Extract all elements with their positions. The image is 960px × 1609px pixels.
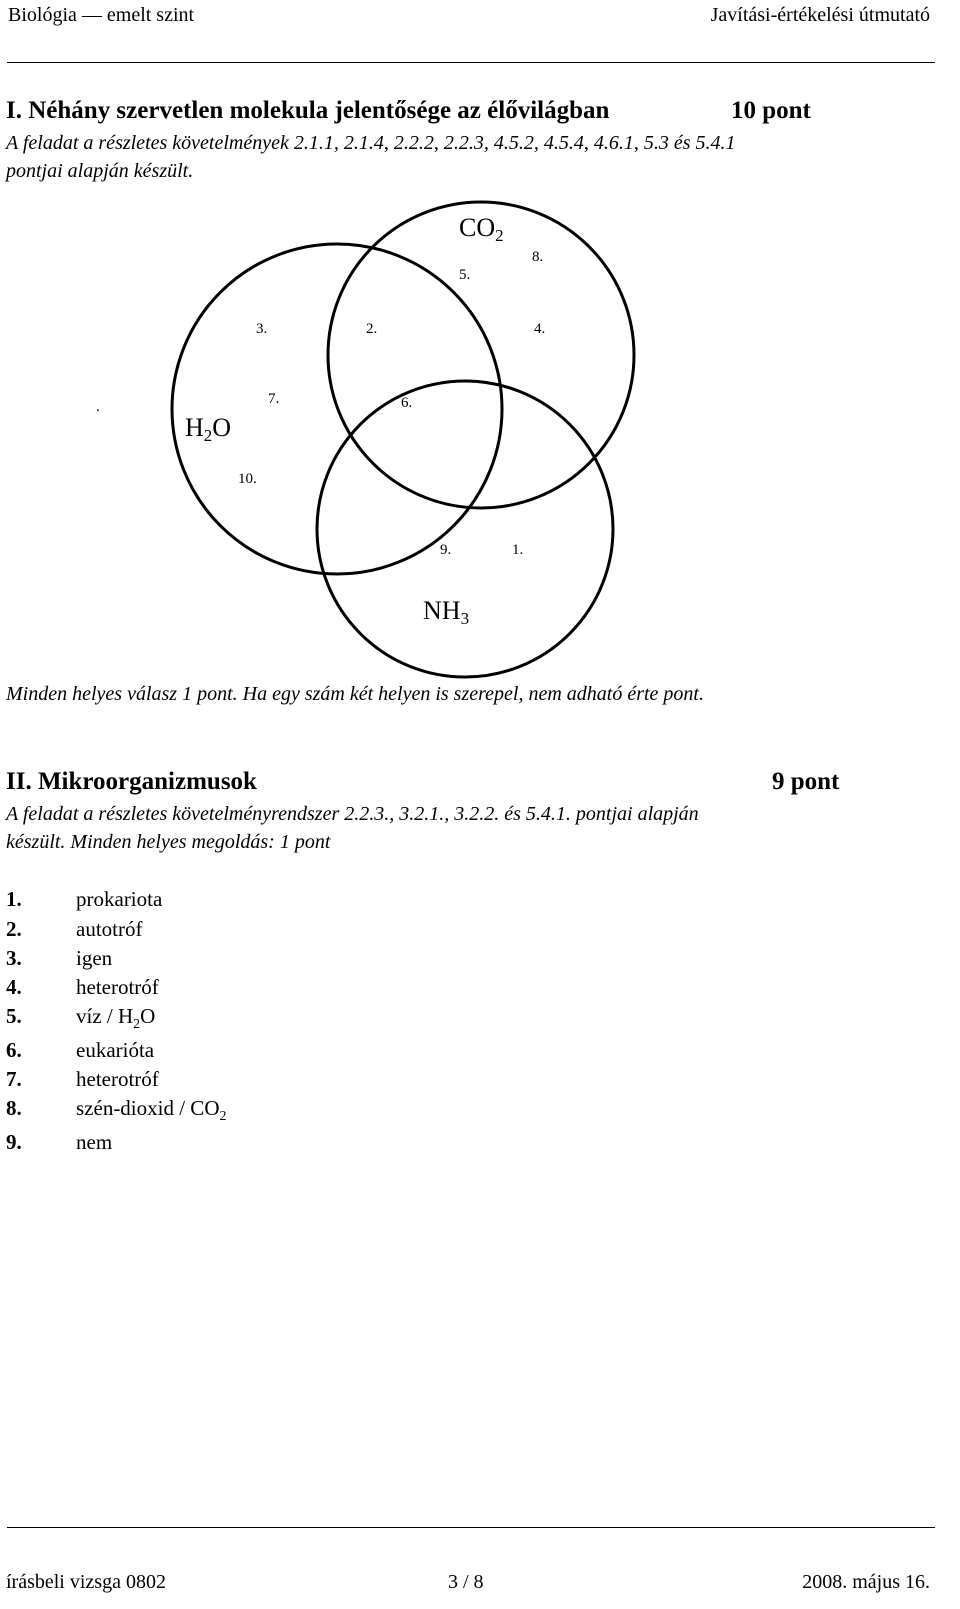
venn-label-co2: CO2 <box>459 213 504 245</box>
venn-number-3: 3. <box>256 321 268 337</box>
section1-title: I. Néhány szervetlen molekula jelentősége az élővilágban <box>6 97 610 124</box>
venn-label-nh3: NH3 <box>423 596 470 628</box>
venn-circle-nh3 <box>317 381 613 677</box>
venn-number-2: 2. <box>366 321 378 337</box>
answer-number: 7. <box>6 1067 22 1091</box>
answer-text: eukarióta <box>76 1038 155 1062</box>
venn-diagram <box>0 0 960 680</box>
section1-requirements-line2: pontjai alapján készült. <box>6 160 194 182</box>
footer-page-number: 3 / 8 <box>448 1571 484 1593</box>
formula-subscript: 2 <box>219 1109 227 1125</box>
venn-number-1: 1. <box>512 542 524 558</box>
answer-text-with-formula <box>76 1004 155 1033</box>
section2-title: II. Mikroorganizmusok <box>6 768 257 795</box>
venn-number-7: 7. <box>268 391 280 407</box>
section2-requirements-line2: készült. Minden helyes megoldás: 1 pont <box>6 831 331 853</box>
answer-number: 3. <box>6 946 22 970</box>
venn-number-8: 8. <box>532 249 544 265</box>
answer-text: prokariota <box>76 887 163 911</box>
answer-text: szén-dioxid / CO <box>76 1096 220 1120</box>
answer-text: nem <box>76 1130 113 1154</box>
answer-text-with-formula <box>76 1096 226 1125</box>
answer-text: heterotróf <box>76 1067 159 1091</box>
answer-number: 2. <box>6 917 22 941</box>
formula-subscript: 2 <box>133 1017 141 1033</box>
footer-rule <box>7 1527 935 1528</box>
formula-tail: O <box>140 1004 156 1028</box>
answer-text: igen <box>76 946 113 970</box>
venn-number-9: 9. <box>440 542 452 558</box>
header-doc-type: Javítási-értékelési útmutató <box>710 4 930 26</box>
answer-number: 9. <box>6 1130 22 1154</box>
answer-number: 8. <box>6 1096 22 1120</box>
venn-number-6: 6. <box>401 395 413 411</box>
answer-text: víz / H <box>76 1004 134 1028</box>
venn-stray-dot: . <box>96 399 100 415</box>
section1-points: 10 pont <box>731 97 811 124</box>
footer-date: 2008. május 16. <box>802 1571 930 1593</box>
answer-number: 4. <box>6 975 22 999</box>
header-subject: Biológia — emelt szint <box>8 4 195 26</box>
venn-number-10: 10. <box>238 471 257 487</box>
venn-label-h2o: H2O <box>185 413 232 445</box>
footer-exam-code: írásbeli vizsga 0802 <box>6 1571 166 1593</box>
answer-number: 6. <box>6 1038 22 1062</box>
answer-text: autotróf <box>76 917 143 941</box>
answer-text: heterotróf <box>76 975 159 999</box>
answer-number: 1. <box>6 887 22 911</box>
section1-requirements-line1: A feladat a részletes követelmények 2.1.1, 2.1.4, 2.2.2, 2.2.3, 4.5.2, 4.5.4, 4.6.1, 5.3 és 5.4.1 <box>6 132 736 154</box>
section2-points: 9 pont <box>772 768 840 795</box>
section1-scoring-note: Minden helyes válasz 1 pont. Ha egy szám két helyen is szerepel, nem adható érte pont. <box>6 683 704 705</box>
venn-number-4: 4. <box>534 321 546 337</box>
answer-number: 5. <box>6 1004 22 1028</box>
section2-requirements-line1: A feladat a részletes követelményrendszer 2.2.3., 3.2.1., 3.2.2. és 5.4.1. pontjai alapján <box>6 803 699 825</box>
venn-number-5: 5. <box>459 267 471 283</box>
